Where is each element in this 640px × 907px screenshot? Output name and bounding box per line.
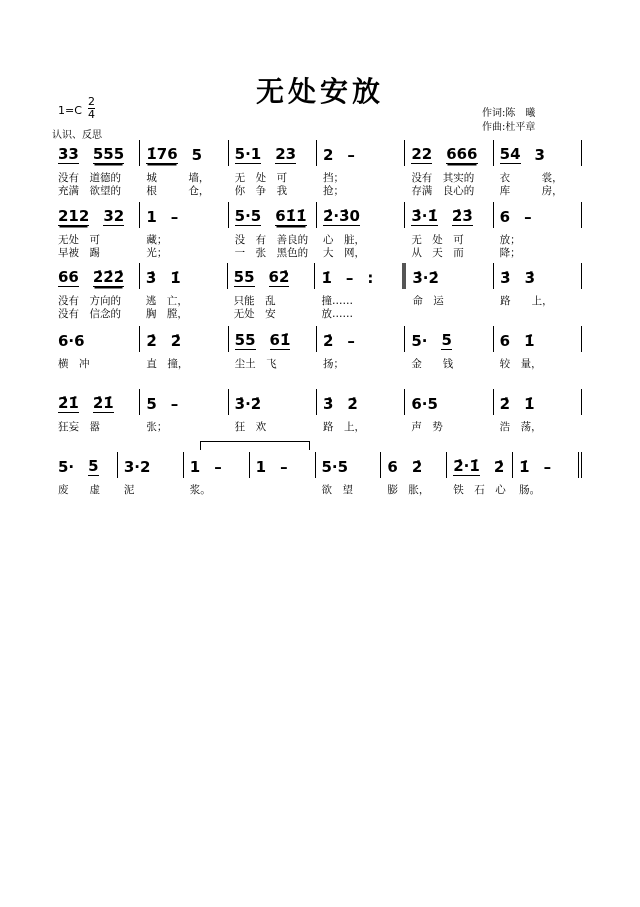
note-group: : xyxy=(367,269,374,287)
notes xyxy=(321,263,396,287)
note-group: 3·2 xyxy=(123,458,151,476)
note-group: 2̇ xyxy=(411,458,423,476)
note-group: – xyxy=(345,269,354,287)
note-group: 5· xyxy=(411,332,428,350)
lyric-verse-1: 没有 其实的 xyxy=(411,172,475,184)
note-group: 555 xyxy=(92,145,125,163)
notes xyxy=(256,452,309,476)
measure xyxy=(52,140,140,197)
note-group: 3̇·1̇ xyxy=(411,207,438,225)
notes xyxy=(412,263,487,287)
note-group: 2̇·3̇0 xyxy=(322,207,360,225)
notes xyxy=(190,452,243,476)
note-group: 61̇1̇ xyxy=(275,207,307,225)
lyric-verse-2: 存满 良心的 xyxy=(411,185,475,197)
lyric-verse-2: 一 张 黑色的 xyxy=(234,247,309,259)
staff-line xyxy=(52,140,582,197)
note-group: 3̇·2̇ xyxy=(234,395,262,413)
note-group: 66 xyxy=(58,268,79,286)
measure xyxy=(140,326,228,370)
measure xyxy=(405,389,493,433)
note-group: 1̇ xyxy=(524,332,535,350)
note-group: 2̇3̇ xyxy=(451,207,473,225)
note-group: 3̇·2̇ xyxy=(412,269,439,287)
notes xyxy=(500,263,575,287)
lyric-verse-2: 胸 膛， xyxy=(145,308,188,320)
lyric-verse-1: 尘土 飞 xyxy=(234,358,277,370)
note-group: 2̇ xyxy=(322,332,334,350)
lyric-verse-1: 路 上， xyxy=(500,295,553,307)
lyric-verse-1: 心 脏， xyxy=(322,234,365,246)
notes xyxy=(411,389,486,413)
lyric-verse-2: 早被 踢 xyxy=(58,247,100,259)
notes xyxy=(323,202,398,226)
notes xyxy=(58,202,133,226)
notes xyxy=(323,326,398,350)
measure xyxy=(316,452,382,496)
lyric-verse-1: 金 钱 xyxy=(411,358,454,370)
lyric-verse-2: 你 争 我 xyxy=(234,185,288,197)
measure xyxy=(140,202,228,259)
measure xyxy=(405,202,493,259)
measure xyxy=(140,140,228,197)
note-group: – xyxy=(524,208,532,226)
notes xyxy=(146,263,221,287)
note-group: – xyxy=(280,458,288,476)
lyric-verse-1: 浆。 xyxy=(189,484,211,496)
note-group: 62̇ xyxy=(268,268,290,286)
measure xyxy=(405,326,493,370)
notes xyxy=(500,326,575,350)
lyric-verse-2: 大 网， xyxy=(322,247,365,259)
notes xyxy=(146,202,221,226)
measure xyxy=(317,202,405,259)
notes xyxy=(58,326,133,350)
notes xyxy=(323,389,398,413)
measure xyxy=(52,326,140,370)
note-group: 55 xyxy=(234,331,256,349)
note-group: 6·6 xyxy=(58,332,85,350)
note-group: 2̇ xyxy=(170,332,182,350)
measure xyxy=(140,263,228,320)
note-group: 2 xyxy=(322,146,334,164)
measure xyxy=(52,263,140,320)
measure xyxy=(229,389,317,433)
note-group: 1̇ xyxy=(170,269,181,287)
time-denominator: 4 xyxy=(88,108,95,121)
note-group: 3̇ xyxy=(524,269,536,287)
measure xyxy=(494,326,582,370)
lyric-verse-2: 放…… xyxy=(321,308,353,320)
lyric-verse-1: 城 墙， xyxy=(146,172,210,184)
note-group: 1 xyxy=(189,458,201,476)
lyric-verse-1: 横 冲 xyxy=(58,358,90,370)
notes xyxy=(323,140,398,164)
note-group: 32 xyxy=(103,207,125,225)
measure xyxy=(447,452,513,496)
time-signature xyxy=(88,96,95,121)
note-group: 2̇·1̇ xyxy=(453,457,480,475)
lyric-verse-1: 只能 乱 xyxy=(233,295,276,307)
lyric-verse-1: 没有 方向的 xyxy=(58,295,121,307)
note-group: 3̇ xyxy=(500,269,511,287)
measure xyxy=(229,140,317,197)
note-group: – xyxy=(347,332,355,350)
notes xyxy=(235,389,310,413)
measure xyxy=(317,326,405,370)
note-group: 5 xyxy=(88,457,99,475)
notes xyxy=(519,452,572,476)
measure xyxy=(317,140,405,197)
notes xyxy=(500,389,575,413)
lyric-verse-1: 狂 欢 xyxy=(234,421,267,433)
lyric-verse-2: 充满 欲望的 xyxy=(58,185,121,197)
lyric-verse-1: 废 虚 xyxy=(58,484,100,496)
note-group: – xyxy=(214,458,222,476)
note-group: 3̇ xyxy=(145,269,157,287)
lyric-verse-1: 无 处 可 xyxy=(234,172,288,184)
notes xyxy=(387,452,440,476)
note-group: 55 xyxy=(233,268,255,286)
measure xyxy=(118,452,184,496)
lyric-verse-2: 根 仓， xyxy=(146,185,210,197)
note-group: 5 xyxy=(191,146,203,164)
note-group: 1̇ xyxy=(321,269,332,287)
lyric-verse-2: 抢； xyxy=(322,185,344,197)
notes xyxy=(146,326,221,350)
note-group: 212 xyxy=(58,207,90,225)
measure xyxy=(228,263,316,320)
notes xyxy=(124,452,177,476)
note-group: 23 xyxy=(275,145,297,163)
notes xyxy=(500,202,575,226)
measure xyxy=(494,263,582,307)
staff-line xyxy=(52,326,582,370)
note-group: 1̇ xyxy=(524,395,535,413)
lyric-verse-1: 藏； xyxy=(146,234,168,246)
notes xyxy=(146,140,221,164)
note-group: 2̇1̇ xyxy=(58,394,79,412)
notes xyxy=(234,263,309,287)
lyric-verse-1: 狂妄 嚣 xyxy=(58,421,100,433)
note-group: 1 xyxy=(255,458,267,476)
note-group: 5·5 xyxy=(234,207,262,225)
notes xyxy=(58,263,133,287)
time-numerator: 2 xyxy=(88,95,95,108)
note-group: – xyxy=(170,208,179,226)
lyric-verse-1: 命 运 xyxy=(412,295,444,307)
lyric-verse-2: 没有 信念的 xyxy=(58,308,121,320)
note-group: – xyxy=(543,458,552,476)
notes xyxy=(146,389,221,413)
measure xyxy=(140,389,228,433)
lyric-verse-2: 降； xyxy=(499,247,521,259)
measure xyxy=(229,202,317,259)
note-group: 33 xyxy=(58,145,79,163)
measure xyxy=(381,452,447,496)
lyric-verse-1: 膨 胀， xyxy=(387,484,430,496)
notes xyxy=(411,326,486,350)
measure xyxy=(494,140,582,197)
lyric-verse-1: 较 量， xyxy=(499,358,542,370)
note-group: 2̇ xyxy=(347,395,358,413)
lyric-verse-1: 挡； xyxy=(322,172,344,184)
composer-credit: 作曲:杜平章 xyxy=(482,122,536,133)
notes xyxy=(411,140,486,164)
note-group: 2̇2̇2̇ xyxy=(92,268,125,286)
lyric-verse-1: 放； xyxy=(499,234,521,246)
lyric-verse-1: 浩 荡， xyxy=(499,421,542,433)
measure xyxy=(52,452,118,496)
lyric-verse-1: 撞…… xyxy=(321,295,353,307)
notes xyxy=(58,389,133,413)
lyric-verse-1: 衣 裳， xyxy=(499,172,563,184)
note-group: 3̇ xyxy=(322,395,334,413)
note-group: 6 xyxy=(387,458,398,476)
lyric-verse-1: 没 有 善良的 xyxy=(234,234,309,246)
measure xyxy=(250,452,316,478)
note-group: 5 xyxy=(146,395,157,413)
measure xyxy=(184,452,250,496)
staff-line xyxy=(52,452,582,496)
note-group: 6·5 xyxy=(411,395,438,413)
lyricist-credit: 作词:陈 曦 xyxy=(482,108,536,119)
measure xyxy=(317,389,405,433)
notes xyxy=(411,202,486,226)
note-group: 54 xyxy=(499,145,521,163)
notes xyxy=(235,202,310,226)
lyric-verse-2: 无处 安 xyxy=(233,308,276,320)
note-group: 5 xyxy=(441,331,452,349)
key-signature: 1=C xyxy=(58,104,82,117)
notes xyxy=(500,140,575,164)
expression-mark: 认识、反思 xyxy=(52,130,102,141)
measure xyxy=(494,202,582,259)
note-group: 1 xyxy=(146,208,157,226)
staff-line xyxy=(52,202,582,259)
lyric-verse-1: 无 处 可 xyxy=(411,234,464,246)
measure xyxy=(52,389,140,433)
lyric-verse-1: 泥 xyxy=(123,484,135,496)
note-group: 22 xyxy=(411,145,433,163)
note-group: 5·1 xyxy=(234,145,262,163)
measure xyxy=(494,389,582,433)
lyric-verse-1: 无处 可 xyxy=(58,234,100,246)
lyric-verse-1: 逃 亡， xyxy=(145,295,188,307)
notes xyxy=(58,452,111,476)
lyric-verse-1: 直 撞， xyxy=(146,358,189,370)
lyric-verse-1: 声 势 xyxy=(411,421,443,433)
notes xyxy=(235,140,310,164)
lyric-verse-1: 扬； xyxy=(322,358,344,370)
note-group: 6 xyxy=(499,208,511,226)
measure xyxy=(315,263,406,320)
lyric-verse-2: 光； xyxy=(146,247,168,259)
note-group: – xyxy=(170,395,179,413)
measure xyxy=(406,263,494,307)
notes xyxy=(453,452,506,476)
lyric-verse-1: 铁 石 心 xyxy=(453,484,506,496)
lyric-verse-1: 欲 望 xyxy=(321,484,353,496)
note-group: 1̇76 xyxy=(146,145,178,163)
note-group: 666 xyxy=(446,145,478,163)
lyric-verse-1: 路 上， xyxy=(322,421,365,433)
note-group: – xyxy=(347,146,355,164)
measure xyxy=(229,326,317,370)
lyric-verse-1: 张； xyxy=(146,421,168,433)
note-group: 61̇ xyxy=(269,331,291,349)
lyric-verse-2: 库 房， xyxy=(499,185,563,197)
staff-line xyxy=(52,263,582,320)
notes xyxy=(322,452,375,476)
staff-line xyxy=(52,389,582,433)
note-group: 3 xyxy=(534,146,545,164)
note-group: 2̇ xyxy=(499,395,511,413)
lyric-verse-1: 没有 道德的 xyxy=(58,172,121,184)
note-group: 2̇ xyxy=(146,332,157,350)
note-group: 1̇ xyxy=(519,458,530,476)
measure xyxy=(52,202,140,259)
measure xyxy=(513,452,582,496)
note-group: 2̇1̇ xyxy=(92,394,114,412)
note-group: 5·5 xyxy=(321,458,349,476)
note-group: 6 xyxy=(499,332,511,350)
note-group: 2̇ xyxy=(493,458,505,476)
note-group: 5· xyxy=(58,458,75,476)
measure xyxy=(405,140,493,197)
lyric-verse-2: 从 天 而 xyxy=(411,247,464,259)
song-title: 无处安放 xyxy=(255,75,384,108)
lyric-verse-1: 肠。 xyxy=(519,484,541,496)
notes xyxy=(58,140,133,164)
notes xyxy=(235,326,310,350)
volta-bracket xyxy=(200,441,310,450)
